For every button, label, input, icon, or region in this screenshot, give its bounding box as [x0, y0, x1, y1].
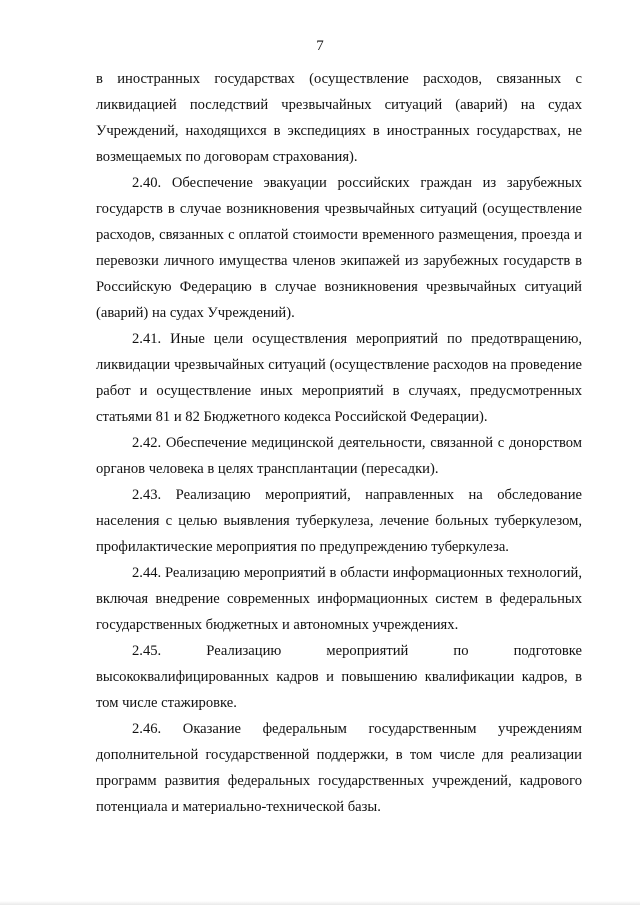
page-number: 7: [316, 38, 324, 54]
paragraph-2-40: 2.40. Обеспечение эвакуации российских граждан из зарубежных государств в случае возникновения чрезвычайных ситуаций (осуществление расходов, связанных с оплатой стоимости временного размещения, проезда и перевозки личного имущества членов экипажей из зарубежных государств в Российскую Федерацию в случае возникновения чрезвычайных ситуаций (аварий) на судах Учреждений).: [96, 175, 582, 321]
paragraph-2-46: 2.46. Оказание федеральным государственным учреждениям дополнительной государственной поддержки, в том числе для реализации программ развития федеральных государственных учреждений, кадрового потенциала и материально-технической базы.: [96, 721, 582, 815]
paragraph-2-42: 2.42. Обеспечение медицинской деятельности, связанной с донорством органов человека в целях трансплантации (пересадки).: [96, 435, 582, 477]
paragraph-2-45: 2.45. Реализацию мероприятий по подготовке высококвалифицированных кадров и повышению квалификации кадров, в том числе стажировке.: [96, 643, 582, 711]
page-bottom-edge: [0, 901, 640, 905]
document-body: [96, 66, 582, 820]
paragraph-2-44: 2.44. Реализацию мероприятий в области информационных технологий, включая внедрение современных информационных систем в федеральных государственных бюджетных и автономных учреждениях.: [96, 565, 582, 633]
paragraph-2-41: 2.41. Иные цели осуществления мероприятий по предотвращению, ликвидации чрезвычайных ситуаций (осуществление расходов на проведение работ и осуществление иных мероприятий в случаях, предусмотренных статьями 81 и 82 Бюджетного кодекса Российской Федерации).: [96, 331, 582, 425]
paragraph-2-43: 2.43. Реализацию мероприятий, направленных на обследование населения с целью выявления туберкулеза, лечение больных туберкулезом, профилактические мероприятия по предупреждению туберкулеза.: [96, 487, 582, 555]
paragraph-continuation: в иностранных государствах (осуществление расходов, связанных с ликвидацией последствий чрезвычайных ситуаций (аварий) на судах Учреждений, находящихся в экспедициях в иностранных государствах, не возмещаемых по договорам страхования).: [96, 71, 582, 165]
